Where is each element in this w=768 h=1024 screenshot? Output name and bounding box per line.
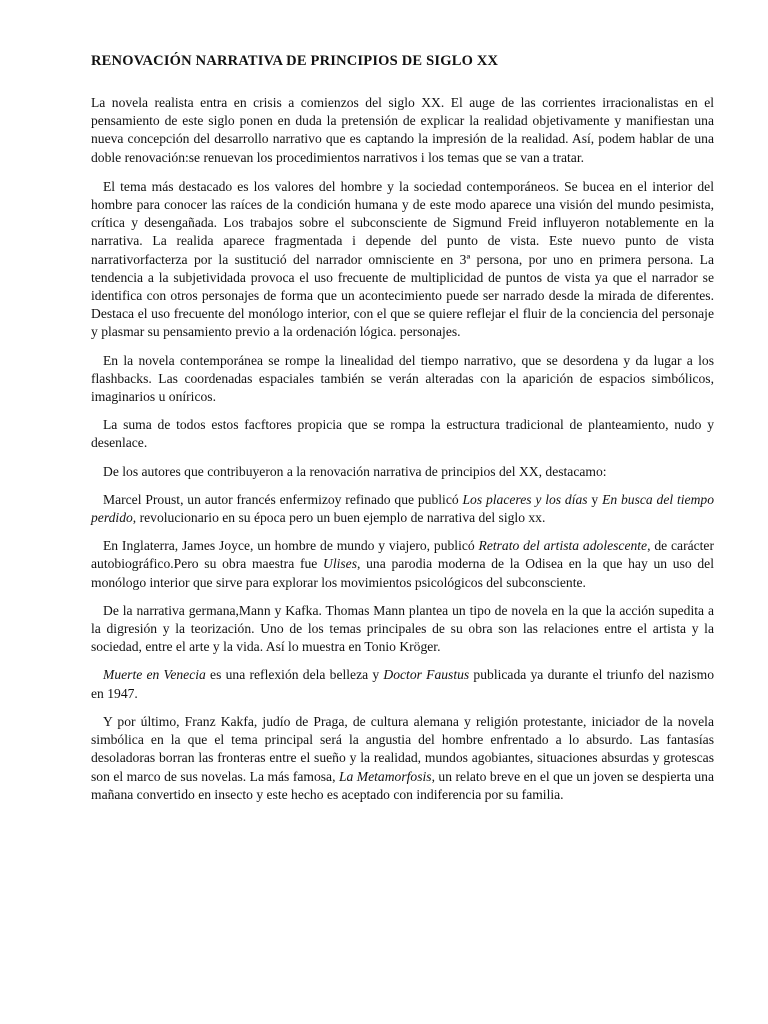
book-title: Retrato del artista adolescente bbox=[478, 538, 648, 554]
book-title: En busca del tiempo perdido bbox=[91, 491, 714, 526]
book-title: La Metamorfosis bbox=[338, 768, 432, 784]
paragraph-mann: De la narrativa germana,Mann y Kafka. Thomas Mann plantea un tipo de novela en la que la acción supedita a la digresión y la teorización. Uno de los temas principales de su obra son las relaciones entre el artista y la sociedad, entre el arte y la vida. Así lo muestra en Tonio Kröger. bbox=[91, 602, 714, 655]
paragraph-structure: La suma de todos estos facftores propicia que se rompa la estructura tradicional de planteamiento, nudo y desenlace. bbox=[91, 417, 714, 451]
paragraph-authors-intro: De los autores que contribuyeron a la renovación narrativa de principios del XX, destacamo: bbox=[103, 463, 607, 479]
text-segment: , de carácter autobiográfico.Pero su obra maestra fue bbox=[91, 538, 714, 572]
text-segment: Y por último, Franz Kakfa, judío de Praga, de cultura alemana y religión protestante, iniciador de la novela simbólica en la que el tema principal será la angustia del hombre enfrentado a lo absurdo. Las fantasías desoladoras borran las fronteras entre el sueño y la realidad, mundos agobiantes, situaciones absurdas y grotescas son el marco de sus novelas. La más famosa, bbox=[91, 713, 714, 784]
paragraph-time: En la novela contemporánea se rompe la linealidad del tiempo narrativo, que se desordena y da lugar a los flashbacks. Las coordenadas espaciales también se verán alteradas con la aparición de espacios simbólicos, imaginarios u oníricos. bbox=[91, 352, 714, 405]
text-segment: , una parodia moderna de la Odisea en la que hay un uso del monólogo interior que sirve para explorar los movimientos psicológicos del subconsciente. bbox=[91, 556, 714, 590]
text-segment: Marcel Proust, un autor francés enfermizoy refinado que publicó bbox=[103, 491, 463, 507]
paragraph-proust bbox=[91, 491, 714, 527]
paragraph-joyce bbox=[91, 537, 714, 592]
text-segment: publicada ya durante el triunfo del nazismo en 1947. bbox=[91, 667, 714, 701]
text-segment: , un relato breve en el que un joven se despierta una mañana convertido en insecto y este hecho es aceptado con indiferencia por su familia. bbox=[91, 768, 714, 802]
text-segment: , revolucionario en su época pero un buen ejemplo de narrativa del siglo xx. bbox=[132, 510, 546, 526]
paragraph-kafka bbox=[91, 713, 714, 804]
paragraph-intro: La novela realista entra en crisis a comienzos del siglo XX. El auge de las corrientes irracionalistas en el pensamiento de este siglo ponen en duda la pretensión de explicar la realidad objetivamente y manifiestan una nueva concepción del desarrollo narrativo que es captando la impresión de la realidad. Así, podem hablar de una doble renovación:se renuevan los procedimientos narrativos i los temas que se van a tratar. bbox=[91, 95, 714, 165]
book-title: Los placeres y los días bbox=[462, 491, 588, 507]
text-segment: En Inglaterra, James Joyce, un hombre de mundo y viajero, publicó bbox=[103, 538, 479, 554]
book-title: Doctor Faustus bbox=[383, 667, 470, 683]
book-title: Muerte en Venecia bbox=[103, 667, 206, 683]
paragraph-themes: El tema más destacado es los valores del hombre y la sociedad contemporáneos. Se bucea en el interior del hombre para conocer las raíces de la condición humana y de este modo aparece una visión del mundo pesimista, crítica y desengañada. Los trabajos sobre el subconsciente de Sigmund Freid influyeron notablemente en la narrativa. La realida aparece fragmentada i depende del punto de vista. Este nuevo punto de vista narrativorfacterza por la sustitució del narrador omnisciente en 3ª persona, por uno en primera persona. La tendencia a la subjetividada provoca el uso frecuente de multiplicidad de puntos de vista ya que el narrador se identifica con otros personajes de forma que un acontecimiento puede ser narrado desde la mirada de diferentes. Destaca el uso frecuente del monólogo interior, con el que se quiere reflejar el fluir de la conciencia del personaje y plasmar su pensamiento previo a la ordenación lógica. personajes. bbox=[91, 178, 714, 340]
text-segment: y bbox=[587, 491, 603, 507]
book-title: Ulises bbox=[323, 556, 357, 572]
page-title: RENOVACIÓN NARRATIVA DE PRINCIPIOS DE SIGLO XX bbox=[91, 53, 499, 69]
paragraph-mann-works bbox=[91, 666, 714, 702]
text-segment: es una reflexión dela belleza y bbox=[205, 667, 384, 683]
